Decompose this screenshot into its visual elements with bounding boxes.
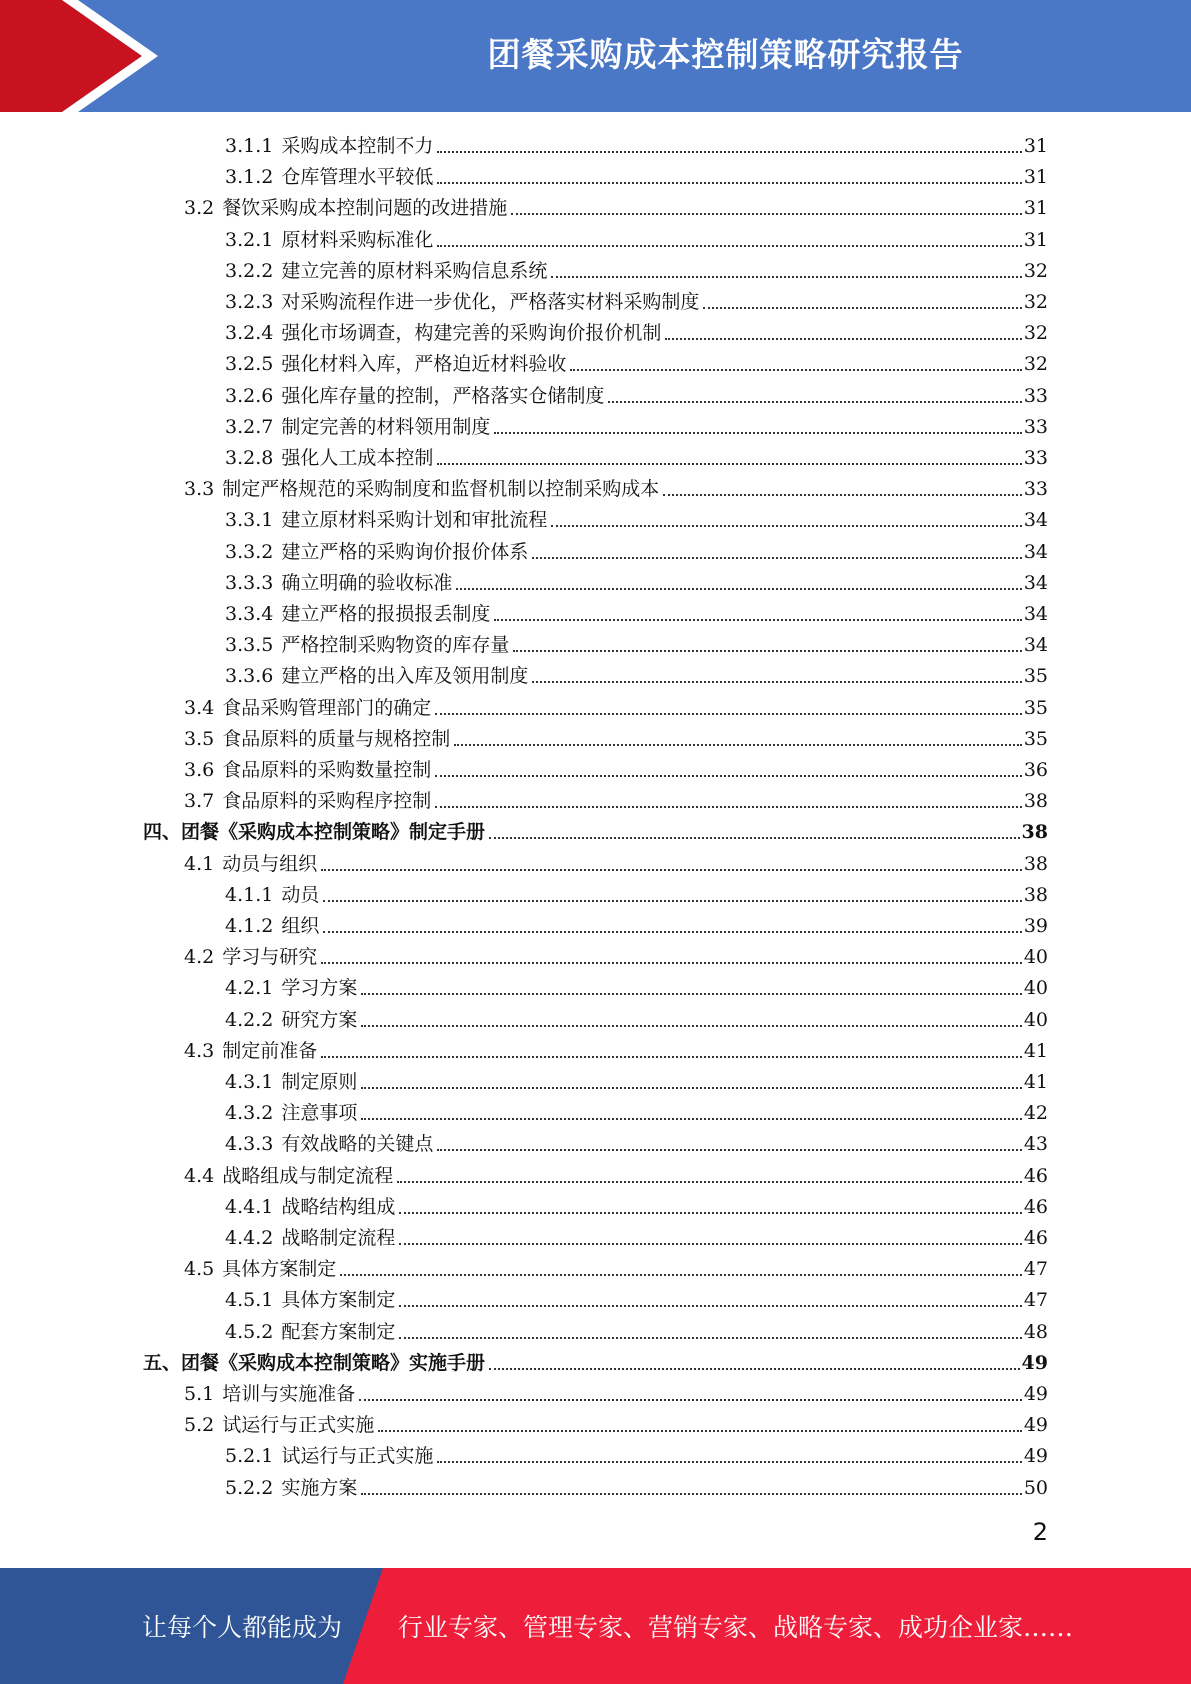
toc-entry-number: 3.5	[184, 727, 215, 750]
toc-entry-number: 3.3.5	[225, 634, 274, 657]
toc-entry-page: 42	[1023, 1102, 1048, 1125]
toc-entry-page: 49	[1021, 1351, 1048, 1374]
toc-entry-page: 35	[1023, 696, 1048, 719]
toc-entry-page: 46	[1023, 1227, 1048, 1249]
toc-entry-page: 34	[1023, 571, 1048, 594]
toc-entry[interactable]	[184, 1406, 1048, 1437]
toc-entry-number: 4.1.1	[225, 883, 274, 906]
toc-dot-leader	[532, 681, 1021, 683]
toc-entry-number: 4.5.2	[225, 1320, 274, 1343]
toc-entry[interactable]	[225, 1188, 1048, 1219]
toc-entry-title: 建立完善的原材料采购信息系统	[281, 259, 548, 282]
toc-entry[interactable]	[225, 1469, 1048, 1500]
toc-entry-title: 建立原材料采购计划和审批流程	[281, 509, 548, 532]
toc-entry-title: 制定严格规范的采购制度和监督机制以控制采购成本	[222, 478, 660, 501]
toc-entry-page: 31	[1023, 166, 1048, 189]
toc-entry-title: 确立明确的验收标准	[281, 571, 453, 594]
toc-entry-page: 32	[1023, 291, 1048, 313]
toc-dot-leader	[513, 650, 1021, 652]
toc-entry[interactable]	[225, 876, 1048, 907]
toc-entry-number: 4.5	[184, 1258, 215, 1281]
toc-entry-page: 34	[1023, 509, 1048, 532]
toc-entry[interactable]	[225, 158, 1048, 189]
page-number: 2	[1032, 1518, 1048, 1546]
toc-dot-leader	[454, 744, 1022, 746]
toc-entry[interactable]	[184, 470, 1048, 501]
toc-entry-title: 实施方案	[281, 1476, 358, 1499]
toc-entry-title: 学习与研究	[222, 946, 318, 969]
toc-dot-leader	[399, 1337, 1021, 1339]
toc-entry-number: 3.2.4	[225, 322, 274, 345]
toc-entry-page: 47	[1023, 1258, 1048, 1281]
toc-dot-leader	[361, 1087, 1021, 1089]
toc-dot-leader	[321, 869, 1022, 871]
toc-entry-number: 3.7	[184, 790, 215, 813]
toc-entry-number: 4.1.2	[225, 915, 274, 937]
toc-entry[interactable]	[184, 720, 1048, 751]
toc-entry-title: 配套方案制定	[281, 1320, 396, 1343]
toc-entry-title: 试运行与正式实施	[222, 1414, 375, 1437]
toc-entry[interactable]	[225, 501, 1048, 532]
toc-entry-number: 3.3.1	[225, 509, 274, 532]
toc-entry-page: 33	[1023, 384, 1048, 407]
toc-entry-title: 食品采购管理部门的确定	[222, 696, 432, 719]
toc-dot-leader	[321, 962, 1022, 964]
toc-dot-leader	[399, 1243, 1021, 1245]
toc-dot-leader	[323, 931, 1021, 933]
toc-entry-page: 49	[1023, 1414, 1048, 1437]
toc-entry[interactable]	[225, 252, 1048, 283]
toc-dot-leader	[361, 1118, 1021, 1120]
toc-entry-number: 3.1.1	[225, 135, 274, 157]
toc-entry-page: 32	[1023, 322, 1048, 345]
toc-entry-title: 战略组成与制定流程	[222, 1164, 394, 1187]
toc-dot-leader	[437, 182, 1021, 184]
toc-entry-number: 4.4.2	[225, 1227, 274, 1249]
toc-entry-number: 3.2.2	[225, 259, 274, 282]
toc-entry-title: 培训与实施准备	[222, 1383, 356, 1405]
toc-entry-page: 40	[1023, 977, 1048, 1000]
toc-dot-leader	[399, 1305, 1021, 1307]
toc-entry[interactable]	[225, 657, 1048, 688]
toc-entry-number: 3.2.6	[225, 384, 274, 407]
toc-entry[interactable]	[225, 1125, 1048, 1156]
toc-entry-title: 食品原料的质量与规格控制	[222, 727, 451, 750]
toc-entry-number: 3.3.6	[225, 665, 274, 688]
toc-entry-number: 4.2.2	[225, 1008, 274, 1031]
page-footer	[0, 1568, 1191, 1684]
toc-entry-page: 35	[1023, 665, 1048, 688]
toc-entry-number: 4.3.3	[225, 1133, 274, 1156]
toc-entry-number: 4.5.1	[225, 1289, 274, 1312]
toc-dot-leader	[359, 1399, 1022, 1401]
toc-entry[interactable]	[225, 1437, 1048, 1468]
toc-entry-page: 34	[1023, 540, 1048, 563]
toc-dot-leader	[489, 837, 1020, 839]
toc-entry[interactable]	[184, 751, 1048, 782]
toc-entry-title: 建立严格的出入库及领用制度	[281, 665, 529, 688]
toc-dot-leader	[437, 1149, 1021, 1151]
toc-entry-title: 四、团餐《采购成本控制策略》制定手册	[143, 821, 486, 844]
toc-entry[interactable]	[184, 689, 1048, 720]
toc-entry-title: 强化市场调查，构建完善的采购询价报价机制	[281, 322, 662, 345]
toc-entry-page: 41	[1023, 1039, 1048, 1062]
toc-entry-page: 50	[1023, 1476, 1048, 1499]
toc-entry-page: 33	[1023, 447, 1048, 469]
toc-entry[interactable]	[225, 595, 1048, 626]
toc-entry[interactable]	[225, 969, 1048, 1000]
toc-dot-leader	[703, 307, 1021, 309]
toc-entry-title: 食品原料的采购程序控制	[222, 790, 432, 813]
toc-entry-page: 40	[1023, 946, 1048, 969]
toc-dot-leader	[456, 588, 1021, 590]
toc-dot-leader	[532, 557, 1021, 559]
toc-entry-title: 注意事项	[281, 1102, 358, 1125]
toc-entry[interactable]	[184, 1375, 1048, 1406]
toc-dot-leader	[435, 806, 1022, 808]
page-header	[0, 0, 1191, 112]
toc-entry[interactable]	[184, 845, 1048, 876]
toc-entry-number: 3.3.3	[225, 571, 274, 594]
toc-dot-leader	[551, 525, 1021, 527]
toc-entry-page: 43	[1023, 1133, 1048, 1156]
toc-entry[interactable]	[225, 221, 1048, 252]
toc-dot-leader	[435, 775, 1022, 777]
toc-entry-title: 对采购流程作进一步优化，严格落实材料采购制度	[281, 291, 700, 313]
toc-entry-title: 采购成本控制不力	[281, 135, 434, 157]
toc-dot-leader	[437, 463, 1021, 465]
toc-entry-number: 3.2.3	[225, 291, 274, 313]
toc-entry-number: 4.2.1	[225, 977, 274, 1000]
toc-entry-page: 39	[1023, 915, 1048, 937]
toc-entry[interactable]	[225, 1219, 1048, 1250]
toc-entry-number: 5.2.1	[225, 1445, 274, 1468]
toc-entry-page: 35	[1023, 727, 1048, 750]
toc-entry-number: 3.1.2	[225, 166, 274, 189]
toc-dot-leader	[361, 993, 1021, 995]
toc-entry[interactable]	[225, 907, 1048, 938]
toc-dot-leader	[489, 1368, 1020, 1370]
document-title: 团餐采购成本控制策略研究报告	[487, 34, 964, 74]
toc-dot-leader	[435, 713, 1022, 715]
toc-entry[interactable]	[143, 813, 1048, 844]
toc-entry-title: 强化人工成本控制	[281, 447, 434, 469]
toc-entry[interactable]	[225, 377, 1048, 408]
toc-entry[interactable]	[225, 314, 1048, 345]
toc-entry-page: 41	[1023, 1071, 1048, 1093]
toc-entry-number: 3.4	[184, 696, 215, 719]
toc-entry-title: 具体方案制定	[281, 1289, 396, 1312]
toc-entry-number: 5.2.2	[225, 1476, 274, 1499]
toc-dot-leader	[340, 1274, 1022, 1276]
toc-entry-number: 3.2.8	[225, 447, 274, 469]
toc-entry-title: 制定前准备	[222, 1039, 318, 1062]
toc-entry-page: 40	[1023, 1008, 1048, 1031]
toc-entry[interactable]	[225, 1001, 1048, 1032]
footer-slogan-left: 让每个人都能成为	[142, 1613, 343, 1642]
toc-entry-title: 五、团餐《采购成本控制策略》实施手册	[143, 1351, 486, 1374]
toc-entry-page: 34	[1023, 634, 1048, 657]
toc-entry-page: 48	[1023, 1320, 1048, 1343]
toc-entry-title: 学习方案	[281, 977, 358, 1000]
toc-entry[interactable]	[225, 1281, 1048, 1312]
toc-entry-page: 46	[1023, 1164, 1048, 1187]
toc-entry-page: 47	[1023, 1289, 1048, 1312]
toc-dot-leader	[321, 1056, 1022, 1058]
toc-entry-page: 36	[1023, 759, 1048, 781]
toc-entry-title: 组织	[281, 915, 320, 937]
toc-entry-title: 原材料采购标准化	[281, 228, 434, 251]
toc-entry-page: 34	[1023, 603, 1048, 625]
toc-entry-page: 31	[1023, 197, 1048, 220]
toc-entry-page: 31	[1023, 135, 1048, 157]
toc-dot-leader	[399, 1212, 1021, 1214]
toc-entry-number: 4.3.2	[225, 1102, 274, 1125]
toc-entry-title: 建立严格的采购询价报价体系	[281, 540, 529, 563]
toc-entry-number: 3.2.1	[225, 228, 274, 251]
footer-slogan-right: 行业专家、管理专家、营销专家、战略专家、成功企业家……	[398, 1613, 1074, 1642]
toc-entry-number: 4.3.1	[225, 1071, 274, 1093]
toc-entry[interactable]	[225, 283, 1048, 314]
toc-entry[interactable]	[225, 626, 1048, 657]
toc-entry-title: 有效战略的关键点	[281, 1133, 434, 1156]
toc-entry[interactable]	[184, 1032, 1048, 1063]
toc-entry[interactable]	[225, 1094, 1048, 1125]
toc-dot-leader	[323, 900, 1021, 902]
toc-entry[interactable]	[184, 1157, 1048, 1188]
toc-dot-leader	[608, 401, 1021, 403]
toc-entry-title: 战略制定流程	[281, 1227, 396, 1249]
toc-entry-title: 研究方案	[281, 1008, 358, 1031]
toc-entry-title: 仓库管理水平较低	[281, 166, 434, 189]
toc-entry-page: 38	[1021, 821, 1048, 844]
toc-entry-title: 动员	[281, 883, 320, 906]
toc-entry[interactable]	[143, 1344, 1048, 1375]
toc-entry-title: 强化库存量的控制，严格落实仓储制度	[281, 384, 605, 407]
toc-entry-page: 49	[1023, 1445, 1048, 1468]
toc-entry-page: 38	[1023, 852, 1048, 875]
toc-entry[interactable]	[184, 1250, 1048, 1281]
toc-entry-number: 3.2.7	[225, 415, 274, 438]
toc-entry-number: 4.4.1	[225, 1195, 274, 1218]
toc-entry-number: 3.3.2	[225, 540, 274, 563]
toc-entry-title: 建立严格的报损报丢制度	[281, 603, 491, 625]
toc-entry-page: 33	[1023, 415, 1048, 438]
toc-entry-number: 3.2.5	[225, 353, 274, 376]
toc-entry-page: 33	[1023, 478, 1048, 501]
toc-dot-leader	[361, 1493, 1021, 1495]
toc-entry[interactable]	[184, 938, 1048, 969]
toc-entry-number: 4.3	[184, 1039, 215, 1062]
toc-entry[interactable]	[225, 1063, 1048, 1094]
toc-entry[interactable]	[225, 1313, 1048, 1344]
toc-entry-number: 3.6	[184, 759, 215, 781]
toc-entry-number: 4.2	[184, 946, 215, 969]
toc-dot-leader	[665, 338, 1021, 340]
toc-entry-title: 具体方案制定	[222, 1258, 337, 1281]
toc-dot-leader	[437, 1461, 1021, 1463]
toc-entry[interactable]	[225, 533, 1048, 564]
toc-entry[interactable]	[225, 345, 1048, 376]
toc-dot-leader	[437, 151, 1021, 153]
toc-dot-leader	[663, 494, 1022, 496]
toc-entry-title: 制定完善的材料领用制度	[281, 415, 491, 438]
toc-dot-leader	[494, 432, 1021, 434]
toc-entry[interactable]	[225, 408, 1048, 439]
toc-entry-page: 38	[1023, 790, 1048, 813]
toc-entry-title: 严格控制采购物资的库存量	[281, 634, 510, 657]
toc-dot-leader	[378, 1430, 1022, 1432]
toc-entry-number: 5.2	[184, 1414, 215, 1437]
toc-entry[interactable]	[225, 439, 1048, 470]
toc-entry-page: 32	[1023, 259, 1048, 282]
toc-dot-leader	[494, 619, 1021, 621]
toc-entry-title: 战略结构组成	[281, 1195, 396, 1218]
toc-entry-number: 3.2	[184, 197, 215, 220]
toc-dot-leader	[397, 1181, 1022, 1183]
toc-dot-leader	[437, 245, 1021, 247]
toc-entry-title: 试运行与正式实施	[281, 1445, 434, 1468]
toc-entry-title: 餐饮采购成本控制问题的改进措施	[222, 197, 508, 220]
toc-entry-title: 制定原则	[281, 1071, 358, 1093]
toc-entry-number: 3.3.4	[225, 603, 274, 625]
toc-dot-leader	[511, 213, 1022, 215]
toc-entry-page: 38	[1023, 883, 1048, 906]
toc-entry[interactable]	[225, 564, 1048, 595]
toc-dot-leader	[570, 369, 1021, 371]
toc-entry-page: 32	[1023, 353, 1048, 376]
toc-entry-number: 4.1	[184, 852, 215, 875]
toc-entry-number: 5.1	[184, 1383, 215, 1405]
toc-entry-number: 3.3	[184, 478, 215, 501]
toc-entry-title: 动员与组织	[222, 852, 318, 875]
toc-dot-leader	[551, 276, 1021, 278]
toc-entry[interactable]	[184, 782, 1048, 813]
toc-entry[interactable]	[184, 189, 1048, 220]
toc-entry-title: 食品原料的采购数量控制	[222, 759, 432, 781]
toc-entry-page: 31	[1023, 228, 1048, 251]
toc-entry-page: 46	[1023, 1195, 1048, 1218]
toc-entry[interactable]	[225, 127, 1048, 158]
toc-dot-leader	[361, 1025, 1021, 1027]
toc-entry-title: 强化材料入库，严格迫近材料验收	[281, 353, 567, 376]
toc-entry-number: 4.4	[184, 1164, 215, 1187]
toc-entry-page: 49	[1023, 1383, 1048, 1405]
